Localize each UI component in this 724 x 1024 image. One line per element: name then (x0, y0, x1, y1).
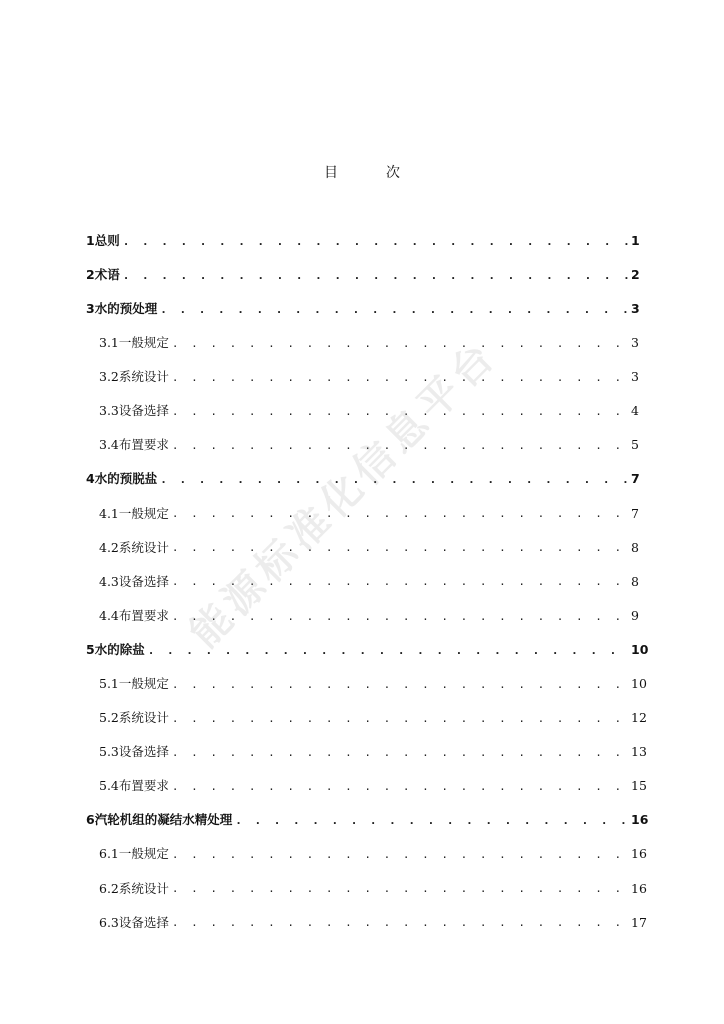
toc-entry-number: 3.1 (99, 335, 119, 351)
toc-entry-number: 5.3 (99, 744, 119, 760)
toc-entry-label: 布置要求 (118, 437, 169, 453)
toc-entry-number: 5.1 (99, 676, 119, 692)
toc-dot-leader (172, 372, 628, 383)
toc-entry[interactable] (86, 394, 639, 428)
toc-entry-page-number: 15 (631, 778, 647, 794)
toc-entry[interactable] (86, 599, 639, 633)
toc-entry-number: 4.4 (99, 607, 119, 623)
toc-entry-page-number: 16 (631, 812, 649, 828)
toc-entry-label: 系统设计 (118, 369, 169, 385)
toc-entry-number: 4.2 (99, 539, 119, 555)
toc-entry-label: 一般规定 (118, 505, 169, 521)
toc-entry-number: 4 (86, 471, 95, 487)
toc-entry-number: 5.2 (99, 710, 119, 726)
toc-entry-page-number: 4 (631, 403, 639, 419)
toc-title (0, 162, 724, 182)
toc-dot-leader (172, 576, 628, 587)
toc-entry[interactable] (86, 258, 639, 292)
toc-entry-page-number: 13 (631, 744, 647, 760)
toc-entry-label: 总则 (94, 232, 120, 248)
toc-entry-label: 布置要求 (118, 778, 169, 794)
toc-entry-page-number: 16 (631, 880, 647, 896)
toc-entry-page-number: 9 (631, 607, 639, 623)
toc-entry-number: 5.4 (99, 778, 119, 794)
toc-dot-leader (123, 236, 628, 247)
toc-dot-leader (172, 542, 628, 553)
toc-entry-page-number: 10 (631, 641, 649, 657)
toc-entry-label: 系统设计 (118, 880, 169, 896)
toc-entry-page-number: 3 (631, 300, 640, 316)
toc-entry-page-number: 1 (631, 232, 640, 248)
toc-entry-label: 术语 (94, 266, 120, 282)
toc-entry-label: 水的除盐 (94, 641, 145, 657)
toc-entry[interactable] (86, 565, 639, 599)
toc-dot-leader (172, 679, 628, 690)
toc-dot-leader (172, 611, 628, 622)
toc-dot-leader (172, 917, 628, 928)
toc-entry-label: 系统设计 (118, 710, 169, 726)
toc-title-char-1: 目 (324, 165, 338, 181)
toc-entry-label: 设备选择 (118, 573, 169, 589)
toc-entry-number: 2 (86, 266, 95, 282)
table-of-contents (86, 224, 649, 940)
toc-entry-page-number: 2 (631, 266, 640, 282)
toc-entry[interactable] (86, 531, 639, 565)
toc-dot-leader (172, 747, 628, 758)
toc-entry-number: 4.1 (99, 505, 119, 521)
toc-entry[interactable] (86, 735, 647, 769)
toc-entry[interactable] (86, 497, 639, 531)
toc-entry[interactable] (86, 804, 649, 838)
toc-entry[interactable] (86, 838, 647, 872)
toc-entry-label: 系统设计 (118, 539, 169, 555)
toc-entry-label: 一般规定 (118, 335, 169, 351)
toc-dot-leader (172, 406, 628, 417)
toc-dot-leader (172, 338, 628, 349)
toc-entry-page-number: 3 (631, 335, 639, 351)
toc-entry-number: 6.1 (99, 846, 119, 862)
toc-entry-page-number: 12 (631, 710, 647, 726)
toc-entry[interactable] (86, 633, 649, 667)
toc-dot-leader (160, 474, 628, 485)
toc-dot-leader (172, 781, 628, 792)
toc-dot-leader (172, 440, 628, 451)
toc-entry-page-number: 10 (631, 676, 647, 692)
toc-entry-number: 3.4 (99, 437, 119, 453)
watermark: 能源标准化信息平台 (181, 331, 507, 657)
toc-entry[interactable] (86, 463, 639, 497)
toc-entry-number: 6 (86, 812, 95, 828)
toc-entry-page-number: 3 (631, 369, 639, 385)
toc-entry-label: 一般规定 (118, 846, 169, 862)
toc-dot-leader (172, 713, 628, 724)
toc-entry[interactable] (86, 326, 639, 360)
toc-entry[interactable] (86, 429, 639, 463)
toc-entry[interactable] (86, 360, 639, 394)
toc-entry-number: 3.3 (99, 403, 119, 419)
toc-entry-page-number: 5 (631, 437, 639, 453)
toc-entry-label: 设备选择 (118, 403, 169, 419)
toc-dot-leader (172, 508, 628, 519)
toc-entry-label: 设备选择 (118, 744, 169, 760)
toc-entry-number: 4.3 (99, 573, 119, 589)
toc-entry-label: 一般规定 (118, 676, 169, 692)
toc-entry-label: 设备选择 (118, 914, 169, 930)
toc-entry[interactable] (86, 906, 647, 940)
toc-entry-number: 1 (86, 232, 95, 248)
toc-entry-number: 3 (86, 300, 95, 316)
toc-entry[interactable] (86, 770, 647, 804)
toc-entry[interactable] (86, 224, 639, 258)
toc-dot-leader (172, 883, 628, 894)
toc-entry-label: 汽轮机组的凝结水精处理 (94, 812, 233, 828)
toc-entry-number: 5 (86, 641, 95, 657)
toc-dot-leader (123, 270, 628, 281)
toc-entry-page-number: 7 (631, 505, 639, 521)
toc-dot-leader (172, 849, 628, 860)
toc-entry-label: 水的预处理 (94, 300, 158, 316)
toc-entry-number: 6.3 (99, 914, 119, 930)
toc-entry-page-number: 17 (631, 914, 647, 930)
toc-entry-page-number: 8 (631, 573, 639, 589)
toc-entry-number: 3.2 (99, 369, 119, 385)
toc-dot-leader (148, 645, 628, 656)
toc-entry[interactable] (86, 872, 647, 906)
toc-dot-leader (160, 304, 628, 315)
toc-entry-label: 布置要求 (118, 607, 169, 623)
toc-entry-page-number: 16 (631, 846, 647, 862)
toc-entry[interactable] (86, 667, 647, 701)
toc-entry[interactable] (86, 701, 647, 735)
toc-entry-number: 6.2 (99, 880, 119, 896)
toc-title-char-2: 次 (386, 165, 400, 181)
toc-entry[interactable] (86, 292, 639, 326)
toc-entry-page-number: 8 (631, 539, 639, 555)
toc-dot-leader (235, 815, 628, 826)
toc-entry-page-number: 7 (631, 471, 640, 487)
toc-entry-label: 水的预脱盐 (94, 471, 158, 487)
